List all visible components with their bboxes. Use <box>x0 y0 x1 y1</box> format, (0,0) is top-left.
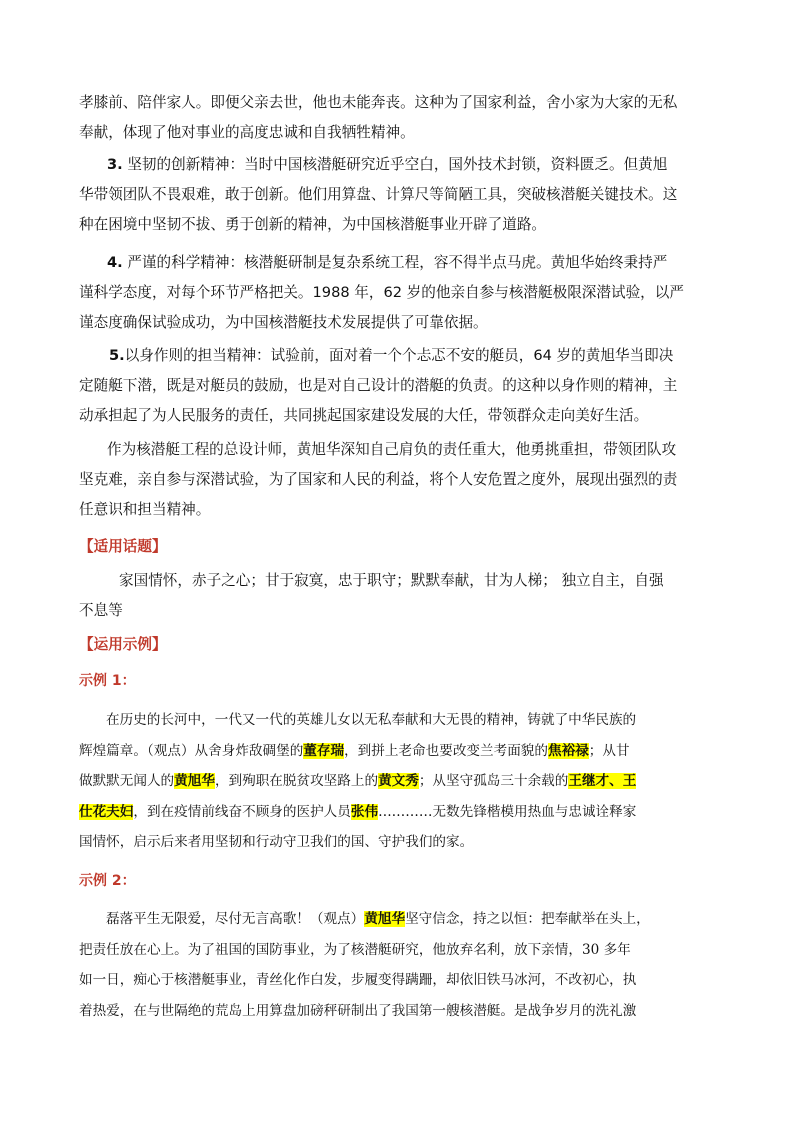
highlighted-name: 黄旭华 <box>364 911 406 927</box>
example-1-label: 示例 1： <box>79 673 136 689</box>
text-span: ；从坚守孤岛三十余载的 <box>418 773 569 789</box>
text-line <box>79 904 719 935</box>
text-span: 严谨的科学精神：核潜艇研制是复杂系统工程，容不得半点马虎。黄旭华始终秉持严 <box>122 254 668 271</box>
text-line <box>79 248 719 278</box>
highlighted-name: 王继才、王 <box>568 773 637 789</box>
text-line: 作为核潜艇工程的总设计师，黄旭华深知自己肩负的责任重大，他勇挑重担，带领团队攻 <box>107 441 677 458</box>
text-span: 做默默无闻人的 <box>79 773 175 789</box>
text-line: 定随艇下潜，既是对艇员的鼓励，也是对自己设计的潜艇的负责。的这种以身作则的精神，主 <box>79 377 678 394</box>
text-span: 坚韧的创新精神：当时中国核潜艇研究近乎空白，国外技术封锁，资料匮乏。但黄旭 <box>122 156 668 173</box>
highlighted-name: 张伟 <box>350 803 379 820</box>
text-line <box>79 736 719 767</box>
text-line: 在历史的长河中，一代又一代的英雄儿女以无私奉献和大无畏的精神，铸就了中华民族的 <box>106 712 637 728</box>
highlighted-name: 黄旭华 <box>174 773 215 789</box>
text-span: 辉煌篇章。（观点）从舍身炸敌碉堡的 <box>79 742 304 759</box>
text-line: 任意识和担当精神。 <box>79 501 211 518</box>
text-span: 以身作则的担当精神：试验前，面对着一个个忐忑不安的艇员，64 岁的黄旭华当即决 <box>124 347 674 364</box>
text-line: 国情怀，启示后来者用坚韧和行动守卫我们的国、守护我们的家。 <box>79 834 474 850</box>
text-line: 家国情怀，赤子之心；甘于寂寞，忠于职守；默默奉献，甘为人梯； 独立自主，自强 <box>119 572 664 589</box>
text-line: 谨科学态度，对每个环节严格把关。1988 年，62 岁的他亲自参与核潜艇极限深潜试验，以严 <box>79 284 684 301</box>
usage-heading: 【运用示例】 <box>79 636 167 653</box>
example-2-label: 示例 2： <box>79 873 136 889</box>
text-span: …………无数先锋楷模用热血与忠诚诠释家 <box>378 803 637 820</box>
example-2-body <box>79 904 719 1026</box>
example-1-body <box>79 705 719 858</box>
text-span: ；从甘 <box>588 742 630 759</box>
text-line: 孝膝前、陪伴家人。即便父亲去世，他也未能奔丧。这种为了国家利益，舍小家为大家的无私 <box>79 94 678 111</box>
text-span: ，到拼上老命也要改变兰考面貌的 <box>344 742 548 759</box>
text-line: 如一日，痴心于核潜艇事业，青丝化作白发，步履变得蹒跚，却依旧铁马冰河，不改初心，执 <box>79 972 637 988</box>
paragraph-science <box>79 248 719 338</box>
topics-list <box>79 566 719 626</box>
text-line: 动承担起了为人民服务的责任，共同挑起国家建设发展的大任，带领群众走向美好生活。 <box>79 407 649 424</box>
paragraph-summary <box>79 435 719 525</box>
text-line <box>79 341 719 371</box>
text-span: ，到殉职在脱贫攻坚路上的 <box>214 773 379 789</box>
text-line: 把责任放在心上。为了祖国的国防事业，为了核潜艇研究，他放弃名利，放下亲情，30 多年 <box>79 941 631 958</box>
text-line: 种在困境中坚韧不拔、勇于创新的精神，为中国核潜艇事业开辟了道路。 <box>79 216 547 233</box>
list-number: 4. <box>107 254 123 271</box>
highlighted-name: 焦裕禄 <box>547 742 589 759</box>
highlighted-name: 仕花夫妇 <box>79 803 134 820</box>
text-line <box>79 766 719 797</box>
text-line <box>79 797 719 828</box>
paragraph-1 <box>79 88 719 148</box>
text-line: 坚克难，亲自参与深潜试验，为了国家和人民的利益，将个人安危置之度外，展现出强烈的责 <box>79 471 678 488</box>
paragraph-innovation <box>79 150 719 240</box>
list-number: 3. <box>107 156 123 173</box>
text-line: 不息等 <box>79 602 123 619</box>
text-line: 着热爱，在与世隔绝的荒岛上用算盘加磅秤研制出了我国第一艘核潜艇。是战争岁月的洗礼激 <box>79 1002 637 1019</box>
highlighted-name: 董存瑞 <box>303 742 345 759</box>
text-line: 谨态度确保试验成功，为中国核潜艇技术发展提供了可靠依据。 <box>79 314 488 331</box>
highlighted-name: 黄文秀 <box>378 773 419 789</box>
topics-heading: 【适用话题】 <box>79 538 167 555</box>
text-span: ，到在疫情前线奋不顾身的医护人员 <box>133 803 351 820</box>
text-line: 奉献，体现了他对事业的高度忠诚和自我牺牲精神。 <box>79 124 415 141</box>
paragraph-responsibility <box>79 341 719 431</box>
text-line: 华带领团队不畏艰难，敢于创新。他们用算盘、计算尺等简陋工具，突破核潜艇关键技术。这 <box>79 186 678 203</box>
text-span: 磊落平生无限爱，尽付无言高歌！（观点） <box>106 911 365 927</box>
list-number: 5. <box>109 347 125 364</box>
text-span: 坚守信念，持之以恒：把奉献举在头上， <box>405 911 650 927</box>
text-line <box>79 150 719 180</box>
